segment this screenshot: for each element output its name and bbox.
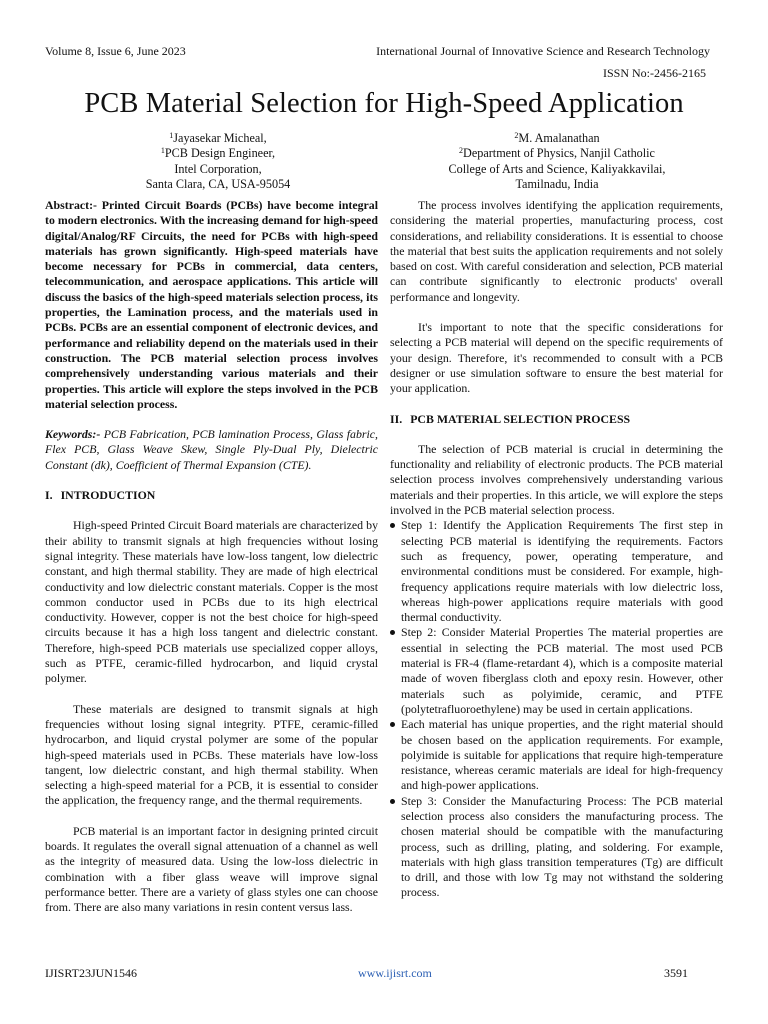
page-number: 3591 bbox=[664, 966, 688, 980]
author-name: $^1$Jayasekar Micheal, bbox=[169, 131, 267, 145]
list-item: Each material has unique properties, and the right material should be chosen based on the application requirements. For example, polyimide is suitable for applications that require high-temperature resistance, whereas ceramic materials are ideal for high-frequency and high-power applications. bbox=[390, 717, 723, 793]
author-affiliation: Intel Corporation, bbox=[174, 161, 262, 176]
paragraph: It's important to note that the specific considerations for selecting a PCB material will depend on the specific requirements of your design. Therefore, it's recommended to consult with a PCB designer or use simulation software to ensure the best material for your application. bbox=[390, 320, 723, 396]
paragraph: These materials are designed to transmit signals at high frequencies without losing signal integrity. PTFE, ceramic-filled hydrocarbon, and liquid crystal polymer are some of the popular high-speed materials used in PCBs. These materials have low-loss tangent, low dielectric constant, and high thermal stability. When selecting a high-speed material for a PCB, it is essential to consider the application, the frequency range, and the thermal requirements. bbox=[45, 701, 378, 808]
keywords-label: Keywords:- bbox=[45, 427, 101, 442]
section-heading-selection-process: II. PCB MATERIAL SELECTION PROCESS bbox=[390, 411, 631, 426]
author-block-2 bbox=[390, 131, 724, 192]
author-affiliation: Tamilnadu, India bbox=[515, 176, 599, 191]
author-affiliation: $^1$PCB Design Engineer, bbox=[160, 146, 276, 161]
right-column bbox=[390, 198, 723, 901]
footer-paper-id: IJISRT23JUN1546 bbox=[45, 966, 137, 980]
header-journal: International Journal of Innovative Science and Research Technology bbox=[376, 44, 710, 58]
list-item: Step 2: Consider Material Properties The material properties are essential in selecting the PCB material. The most used PCB material is FR-4 (flame-retardant 4), which is a composite material made of woven fiberglass cloth and epoxy resin. However, other materials such as polyimide, ceramic, and PTFE (polytetrafluoroethylene) may be used in certain applications. bbox=[390, 625, 723, 717]
paragraph: High-speed Printed Circuit Board materials are characterized by their ability to transmit signals at high frequencies without losing signal integrity. These materials have low-loss tangent, low dielectric constant, and high thermal stability. They are made of high electrical conductivity and low dielectric constant materials. Copper is the most common conductor used in PCBs due to its high electrical conductivity. However, copper is not the best choice for high-speed circuits because it has a high loss tangent and dielectric constant. Therefore, high-speed PCB materials use specialized copper alloys, such as PTFE, ceramic-filled hydrocarbon, and liquid crystal polymer. bbox=[45, 518, 378, 686]
section-heading-introduction: I. INTRODUCTION bbox=[45, 488, 156, 503]
author-name: $^2$M. Amalanathan bbox=[514, 131, 600, 145]
abstract: Abstract:- Printed Circuit Boards (PCBs) have become integral to modern electronics. With the increasing demand for high-speed digital/Analog/RF Circuits, the need for PCBs with high-speed materials has grown significantly. High-speed materials have become necessary for PCBs in commercial, data centers, telecommunication, and aerospace applications. This article will discuss the basics of the high-speed materials selection process, its properties, the Lamination process, and the materials used in PCBs. PCBs are an essential component of electronic devices, and performance and reliability depend on the materials used in their construction. The PCB material selection process involves comprehensively understanding various materials and their properties. This article will explore the steps involved in the PCB material selection process. bbox=[45, 198, 378, 411]
author-affiliation: $^2$Department of Physics, Nanjil Catholic bbox=[459, 146, 655, 161]
list-item: Step 3: Consider the Manufacturing Process: The PCB material selection process also considers the manufacturing process. The chosen material should be compatible with the manufacturing process, such as drilling, plating, and soldering. For example, materials with high glass transition temperatures (Tg) are difficult to drill, and those with low Tg may not withstand the soldering process. bbox=[390, 794, 723, 901]
author-block-1 bbox=[48, 131, 388, 192]
step-list bbox=[390, 518, 723, 900]
header-issn: ISSN No:-2456-2165 bbox=[602, 66, 706, 80]
keywords-text: PCB Fabrication, PCB lamination Process, Glass fabric, Flex PCB, Glass Weave Skew, Single Ply-Dual Ply, Dielectric Constant (dk), Coefficient of Thermal Expansion (CTE). bbox=[45, 427, 378, 472]
author-affiliation: College of Arts and Science, Kaliyakkavilai, bbox=[448, 161, 666, 176]
paragraph: The process involves identifying the application requirements, considering the material properties, manufacturing process, cost considerations, and reliability considerations. It is essential to choose the material that best suits the application requirements and not solely based on cost. With careful consideration and selection, PCB material can contribute significantly to electronic products' overall performance and longevity. bbox=[390, 198, 723, 304]
paper-title: PCB Material Selection for High-Speed Application bbox=[84, 88, 684, 119]
paragraph: The selection of PCB material is crucial in determining the functionality and reliability of electronic products. The PCB material selection process involves comprehensively understanding various materials and their properties. In this article, we will explore the steps involved in the PCB material selection process. bbox=[390, 441, 723, 518]
keywords bbox=[45, 427, 378, 473]
footer-url-link[interactable]: www.ijisrt.com bbox=[358, 966, 432, 980]
list-item: Step 1: Identify the Application Requirements The first step in selecting PCB material is identifying the requirements. Factors such as frequency, power, operating temperature, and environmental conditions must be considered. For example, high-frequency applications require materials with low dielectric loss, whereas high-power applications require materials with good thermal conductivity. bbox=[390, 518, 723, 625]
left-column bbox=[45, 198, 378, 915]
author-affiliation: Santa Clara, CA, USA-95054 bbox=[145, 176, 291, 191]
header-volume: Volume 8, Issue 6, June 2023 bbox=[45, 44, 186, 58]
paragraph: PCB material is an important factor in designing printed circuit boards. It regulates the overall signal attenuation of a channel as well as the integrity of measured data. Using the low-loss dielectric in combination with a fiber glass weave will improve signal performance better. There are a variety of glass styles one can choose from. There are also many variations in resin content versus lass. bbox=[45, 823, 378, 915]
